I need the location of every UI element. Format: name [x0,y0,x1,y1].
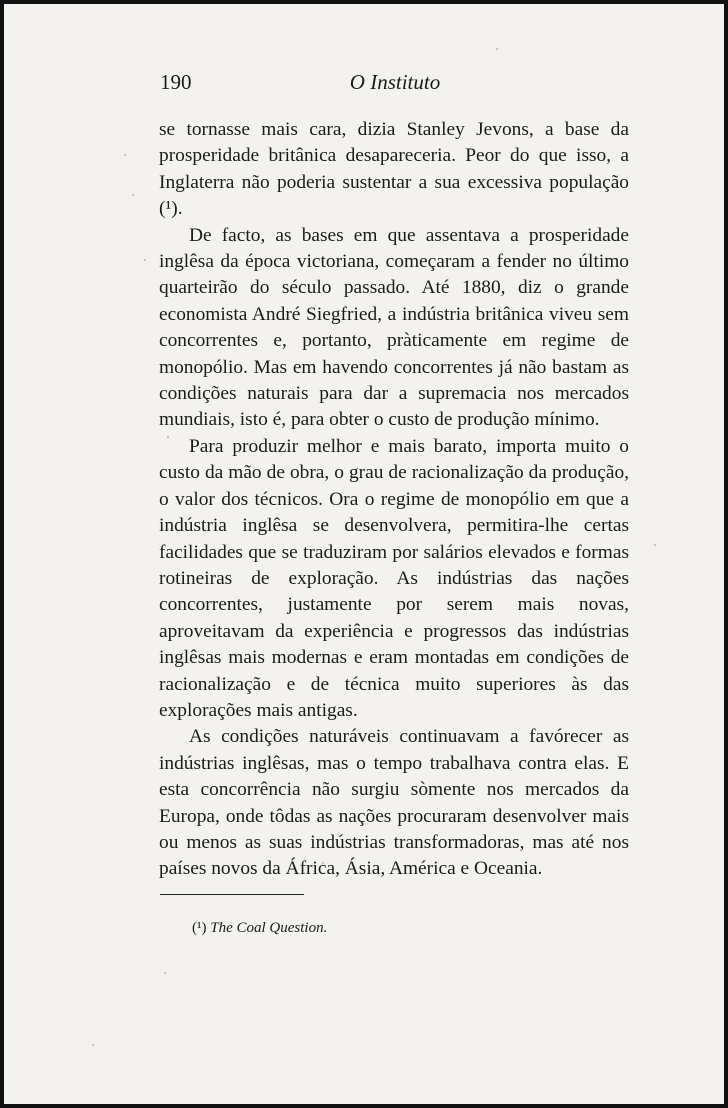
running-head [160,70,630,100]
running-title: O Instituto [349,70,441,94]
paper-speck [132,194,134,196]
paper-speck [654,544,656,546]
paper-speck [144,259,146,261]
paper-speck [496,48,498,50]
footnote-divider [160,894,304,895]
paper-speck [124,154,126,156]
paragraph: As condições naturáveis continuavam a favórecer as indústrias inglêsas, mas o tempo trabalhava contra elas. E esta concorrência não surgiu sòmente nos mercados da Europa, onde tôdas as nações procuraram desenvolver mais ou menos as suas indústrias transformadoras, mas até nos países novos da África, Ásia, América e Oceania. [159,726,629,880]
paragraph: Para produzir melhor e mais barato, importa muito o custo da mão de obra, o grau de racionalização da produção, o valor dos técnicos. Ora o regime de monopólio em que a indústria inglêsa se desenvolvera, permitira-lhe certas facilidades que se traduziram por salários elevados e formas rotineiras de exploração. As indústrias das nações concorrentes, justamente por serem mais novas, aproveitavam da experiência e progressos das indústrias inglêsas mais modernas e eram montadas em condições de racionalização e de técnica muito superiores às das explorações mais antigas. [159,435,629,721]
body-text [159,117,629,883]
footnote [192,920,327,937]
paragraph: De facto, as bases em que assentava a prosperidade inglêsa da época victoriana, começaram a fender no último quarteirão do século passado. Até 1880, diz o grande economista André Siegfried, a indústria britânica viveu sem concorrentes e, portanto, pràticamente em regime de monopólio. Mas em havendo concorrentes já não bastam as condições naturais para dar a supremacia nos mercados mundiais, isto é, para obter o custo de produção mínimo. [159,224,629,431]
footnote-text: The Coal Question. [210,920,328,936]
footnote-mark: (¹) [192,920,207,936]
paper-speck [92,1044,94,1046]
paragraph: se tornasse mais cara, dizia Stanley Jevons, a base da prosperidade britânica desapareceria. Peor do que isso, a Inglaterra não poderia sustentar a sua excessiva população (¹). [159,119,629,220]
page-number: 190 [160,70,192,94]
paper-speck [164,972,166,974]
